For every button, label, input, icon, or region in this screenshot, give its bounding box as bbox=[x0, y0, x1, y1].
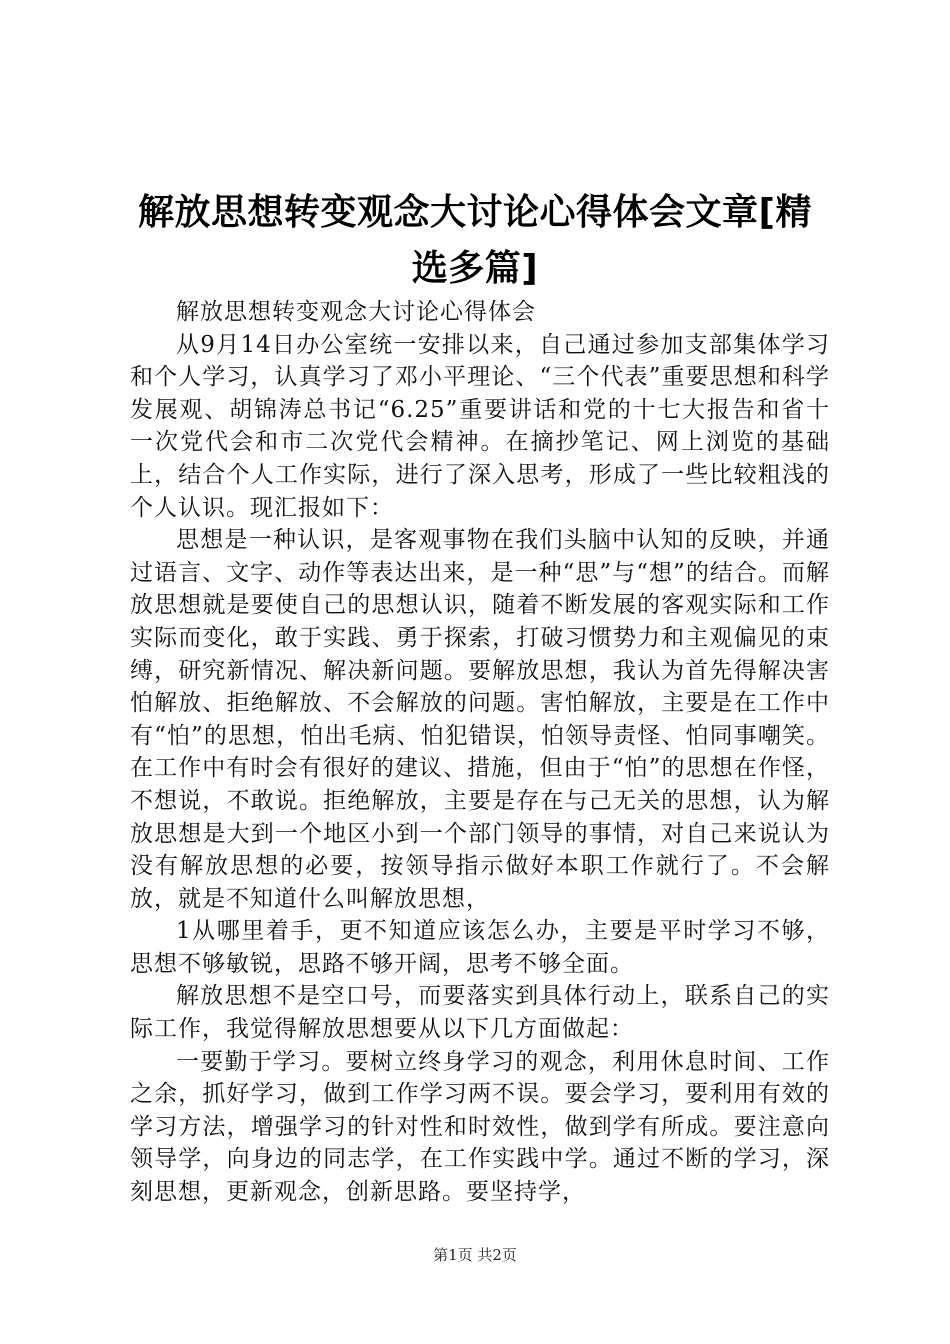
document-title: 解放思想转变观念大讨论心得体会文章[精选多篇] bbox=[138, 192, 812, 289]
paragraph-subtitle: 解放思想转变观念大讨论心得体会 bbox=[176, 299, 536, 325]
paragraph-continuation: 1从哪里着手，更不知道应该怎么办，主要是平时学习不够，思想不够敏锐，思路不够开阔，思考不够全面。 bbox=[130, 918, 830, 977]
paragraph-thought-definition: 思想是一种认识，是客观事物在我们头脑中认知的反映，并通过语言、文字、动作等表达出来，是一种“思”与“想”的结合。而解放思想就是要使自己的思想认识，随着不断发展的客观实际和工作实际而变化，敢于实践、勇于探索，打破习惯势力和主观偏见的束缚，研究新情况、解决新问题。要解放思想，我认为首先得解决害怕解放、拒绝解放、不会解放的问题。害怕解放，主要是在工作中有“怕”的思想，怕出毛病、怕犯错误，怕领导责怪、怕同事嘲笑。在工作中有时会有很好的建议、措施，但由于“怕”的思想在作怪，不想说，不敢说。拒绝解放，主要是存在与己无关的思想，认为解放思想是大到一个地区小到一个部门领导的事情，对自己来说认为没有解放思想的必要，按领导指示做好本职工作就行了。不会解放，就是不知道什么叫解放思想， bbox=[130, 527, 830, 912]
page-footer: 第1页 共2页 bbox=[433, 1246, 517, 1264]
paragraph-intro: 从9月14日办公室统一安排以来，自己通过参加支部集体学习和个人学习，认真学习了邓小平理论、“三个代表”重要思想和科学发展观、胡锦涛总书记“6.25”重要讲话和党的十七大报告和省十一次党代会和市二次党代会精神。在摘抄笔记、网上浏览的基础上，结合个人工作实际，进行了深入思考，形成了一些比较粗浅的个人认识。现汇报如下： bbox=[130, 331, 830, 521]
document-body bbox=[130, 296, 830, 1209]
paragraph-action: 解放思想不是空口号，而要落实到具体行动上，联系自己的实际工作，我觉得解放思想要从以下几方面做起： bbox=[130, 983, 830, 1043]
paragraph-study: 一要勤于学习。要树立终身学习的观念，利用休息时间、工作之余，抓好学习，做到工作学习两不误。要会学习，要利用有效的学习方法，增强学习的针对性和时效性，做到学有所成。要注意向领导学，向身边的同志学，在工作实践中学。通过不断的学习，深刻思想，更新观念，创新思路。要坚持学， bbox=[130, 1048, 830, 1206]
